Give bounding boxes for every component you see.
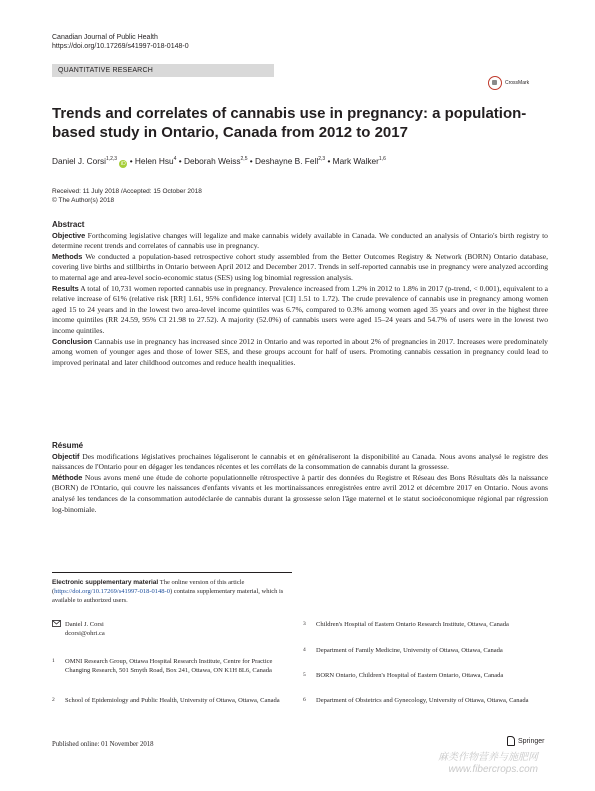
published-online: Published online: 01 November 2018	[52, 741, 154, 748]
resume-section	[52, 441, 548, 515]
author-affiliation-refs: 2,3	[318, 156, 326, 162]
watermark-line1: 麻类作物营养与施肥网	[438, 752, 538, 763]
objectif-text: Des modifications législatives prochaines légaliseront le cannabis et en généraliseront la disponibilité au Canada. Nous avons analysé le registre des naissances de l'Ontario pour en dégager les tendances récentes et les corrélats de la consommation de cannabis durant la grossesse.	[52, 451, 548, 472]
methods-label: Methods	[52, 251, 83, 261]
author-affiliation-refs: 2,5	[240, 156, 248, 162]
affiliation-5	[303, 671, 548, 680]
affiliation-text: Children's Hospital of Eastern Ontario Research Institute, Ottawa, Canada	[316, 621, 509, 628]
journal-header	[52, 33, 189, 51]
methode-text: Nous avons mené une étude de cohorte populationnelle rétrospective à partir des données du Registre et Réseau des Bons Résultats dès la naissance (BORN) de l'Ontario, qui couvre les naissances d'enfants vivants et les mortinaissances enregistrées entre avril 2012 et décembre 2017 en Ontario. Nous avons analysé les tendances de la consommation autodéclarée de cannabis durant la grossesse selon l'âge maternel et le statut socioéconomique régional par régression log-binomiale.	[52, 472, 548, 514]
affiliation-text: BORN Ontario, Children's Hospital of Eastern Ontario, Ottawa, Canada	[316, 672, 504, 679]
methode-label: Méthode	[52, 472, 83, 482]
conclusion-text: Cannabis use in pregnancy has increased since 2012 in Ontario and was reported in about 2% of pregnancies in 2017. Increases were predominately among women of younger ages and those of lower SES, and these groups account for half of users. Promoting cannabis cessation in pregnancy could lead to improved perinatal and later childhood outcomes and reduce health inequalities.	[52, 336, 548, 367]
esm-link[interactable]: https://doi.org/10.17269/s41997-018-0148-0	[54, 588, 170, 596]
copyright: © The Author(s) 2018	[52, 197, 115, 204]
journal-doi[interactable]: https://doi.org/10.17269/s41997-018-0148-0	[52, 43, 189, 50]
abstract-objective	[52, 231, 548, 252]
author-affiliation-refs: 1,2,3	[105, 156, 118, 162]
affiliation-number: 6	[303, 697, 306, 703]
received-accepted: Received: 11 July 2018 /Accepted: 15 October 2018	[52, 188, 202, 195]
abstract-conclusion	[52, 337, 548, 369]
author-separator: •	[127, 155, 135, 166]
watermark	[438, 752, 538, 776]
esm-label: Electronic supplementary material	[52, 579, 159, 586]
springer-logo[interactable]	[507, 736, 544, 746]
resume-methode	[52, 473, 548, 515]
objective-label: Objective	[52, 230, 86, 240]
author-separator: •	[325, 155, 333, 166]
springer-horse-icon	[507, 736, 515, 746]
correspondence	[52, 620, 292, 638]
author-separator: •	[247, 155, 255, 166]
affiliation-2	[52, 696, 292, 705]
crossmark-icon	[488, 76, 502, 90]
watermark-line2: www.fibercrops.com	[448, 764, 538, 775]
author-name[interactable]: Deshayne B. Fell	[255, 155, 319, 166]
results-label: Results	[52, 283, 79, 293]
conclusion-label: Conclusion	[52, 336, 93, 346]
author-name[interactable]: Deborah Weiss	[183, 155, 241, 166]
crossmark-badge[interactable]	[488, 72, 548, 94]
abstract-section	[52, 220, 548, 368]
author-list	[52, 154, 552, 168]
esm-text-after: ) contains supplementary material, which is available to authorized users.	[52, 588, 284, 605]
crossmark-label: CrossMark	[505, 80, 530, 86]
envelope-icon	[52, 620, 61, 631]
resume-objectif	[52, 452, 548, 473]
section-label: QUANTITATIVE RESEARCH	[52, 64, 274, 77]
abstract-methods	[52, 252, 548, 284]
affiliation-text: OMNI Research Group, Ottawa Hospital Research Institute, Centre for Practice Changing Research, 501 Smyth Road, Box 241, Ottawa, ON K1H 8L6, Canada	[65, 658, 273, 675]
orcid-icon[interactable]: iD	[121, 160, 126, 167]
correspondence-email[interactable]: dcorsi@ohri.ca	[65, 630, 105, 638]
abstract-results	[52, 284, 548, 337]
author-affiliation-refs: 1,6	[378, 156, 386, 162]
objective-text: Forthcoming legislative changes will legalize and make cannabis widely available in Canada. We conducted an analysis of Ontario's birth registry to determine recent trends and correlates of cannabis use in pregnancy.	[52, 230, 548, 251]
affiliation-number: 3	[303, 621, 306, 627]
author-name[interactable]: Helen Hsu	[134, 155, 174, 166]
affiliation-6	[303, 696, 548, 705]
author-affiliation-refs: 4	[173, 156, 177, 162]
journal-name: Canadian Journal of Public Health	[52, 34, 158, 41]
resume-heading: Résumé	[52, 441, 84, 450]
affiliation-text: Department of Obstetrics and Gynecology, University of Ottawa, Ottawa, Canada	[316, 697, 529, 704]
affiliation-1	[52, 657, 292, 675]
esm-text-before: The online version of this article (	[52, 579, 245, 596]
publication-dates	[52, 187, 202, 205]
correspondence-name: Daniel J. Corsi	[65, 621, 104, 628]
objectif-label: Objectif	[52, 451, 80, 461]
affiliation-text: School of Epidemiology and Public Health, University of Ottawa, Ottawa, Canada	[65, 697, 280, 704]
abstract-heading: Abstract	[52, 220, 85, 229]
author-separator: •	[176, 155, 184, 166]
affiliation-text: Department of Family Medicine, University of Ottawa, Ottawa, Canada	[316, 647, 503, 654]
affiliation-number: 5	[303, 672, 306, 678]
affiliation-number: 1	[52, 658, 55, 664]
footnote-divider	[52, 572, 292, 573]
methods-text: We conducted a population-based retrospective cohort study assembled from the Better Outcomes Registry & Network (BORN) Ontario database, covering live births and stillbirths in Ontario between April 2012 and December 2017. Trends in self-reported cannabis use in pregnancy were analyzed according to maternal age and area-level socio-economic status (SES) using log binomial regression analysis.	[52, 251, 549, 282]
author-name[interactable]: Mark Walker	[332, 155, 379, 166]
supplementary-material-note	[52, 578, 292, 606]
article-title: Trends and correlates of cannabis use in pregnancy: a population-based study in Ontario, Canada from 2012 to 2017	[52, 105, 527, 141]
affiliation-number: 2	[52, 697, 55, 703]
affiliation-4	[303, 646, 548, 655]
affiliation-number: 4	[303, 647, 306, 653]
affiliation-3	[303, 620, 548, 629]
results-text: A total of 10,731 women reported cannabis use in pregnancy. Prevalence increased from 1.2% in 2012 to 1.8% in 2017 (p-trend, < 0.001), equivalent to a relative increase of 61% (relative risk [RR] 1.61, 95% confidence interval [CI] 1.51 to 1.72). The crude prevalence of cannabis use in pregnancy among women aged 15 to 24 years and in the lowest two area-level income quintiles was 6.7%, compared to 0.3% among women aged 35 years and over in the highest three income quintiles (RR 24.59, 95% CI 21.98 to 27.52). A majority (52.0%) of cannabis users were aged 15–24 years and 54.7% of users were in the lowest two income quintiles.	[52, 283, 548, 335]
author-name[interactable]: Daniel J. Corsi	[52, 155, 106, 166]
publisher-name: Springer	[518, 737, 545, 745]
